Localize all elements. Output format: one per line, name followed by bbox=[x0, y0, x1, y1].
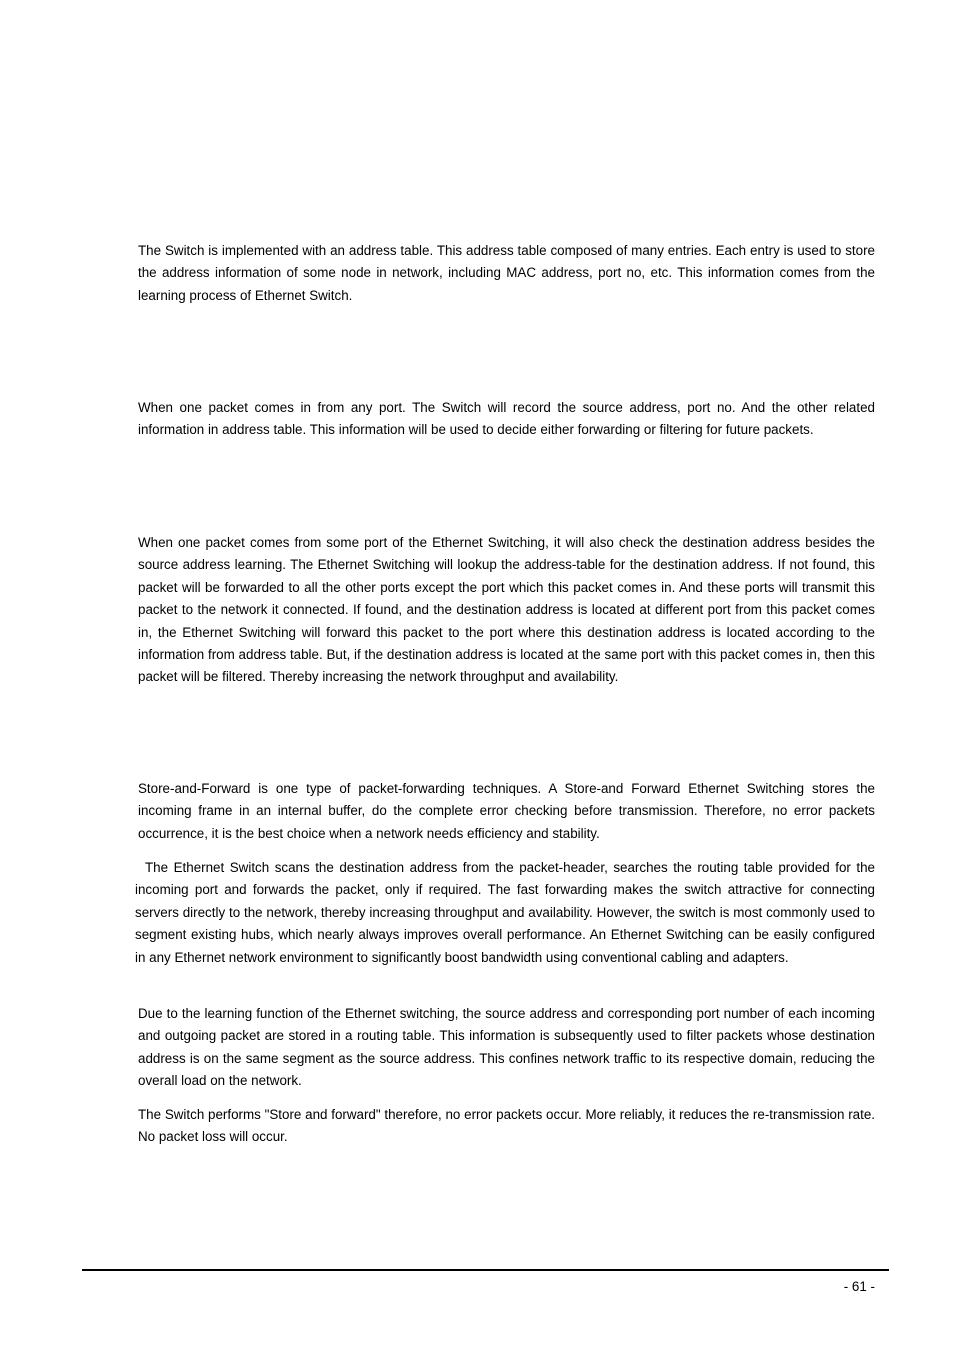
learning-paragraph: When one packet comes in from any port. The Switch will record the source address, port no. And the other related information in address table. This information will be used to decide either forwarding or filtering for future packets. bbox=[138, 400, 875, 438]
forwarding-filtering-paragraph: When one packet comes from some port of the Ethernet Switching, it will also check the destination address besides the source address learning. The Ethernet Switching will lookup the address-table for the destination address. If not found, this packet will be forwarded to all the other ports except the port which this packet comes in. And these ports will transmit this packet to the network it connected. If found, and the destination address is located at different port from this packet comes in, the Ethernet Switching will forward this packet to the port where this destination address is located according to the information from address table. But, if the destination address is located at the same port with this packet comes in, then this packet will be filtered. Thereby increasing the network throughput and availability. bbox=[138, 535, 875, 685]
scanning-paragraph: The Ethernet Switch scans the destination address from the packet-header, searches the routing table provided for the incoming port and forwards the packet, only if required. The fast forwarding makes the switch attractive for connecting servers directly to the network, thereby increasing throughput and availability. However, the switch is most commonly used to segment existing hubs, which nearly always improves overall performance. An Ethernet Switching can be easily configured in any Ethernet network environment to significantly boost bandwidth using conventional cabling and adapters. bbox=[135, 860, 875, 965]
footer-divider bbox=[82, 1269, 889, 1271]
page-number: - 61 - bbox=[843, 1279, 875, 1294]
learning-function-paragraph: Due to the learning function of the Ethernet switching, the source address and corresponding port number of each incoming and outgoing packet are stored in a routing table. This information is subsequently used to filter packets whose destination address is on the same segment as the source address. This confines network traffic to its respective domain, reducing the overall load on the network. bbox=[138, 1006, 875, 1089]
address-table-paragraph: The Switch is implemented with an address table. This address table composed of many entries. Each entry is used to store the address information of some node in network, including MAC address, port no, etc. This information comes from the learning process of Ethernet Switch. bbox=[138, 243, 875, 303]
store-and-forward-paragraph: Store-and-Forward is one type of packet-forwarding techniques. A Store-and Forward Ethernet Switching stores the incoming frame in an internal buffer, do the complete error checking before transmission. Therefore, no error packets occurrence, it is the best choice when a network needs efficiency and stability. bbox=[138, 781, 875, 841]
performs-paragraph: The Switch performs "Store and forward" therefore, no error packets occur. More reliably, it reduces the re-transmission rate. No packet loss will occur. bbox=[138, 1107, 875, 1145]
